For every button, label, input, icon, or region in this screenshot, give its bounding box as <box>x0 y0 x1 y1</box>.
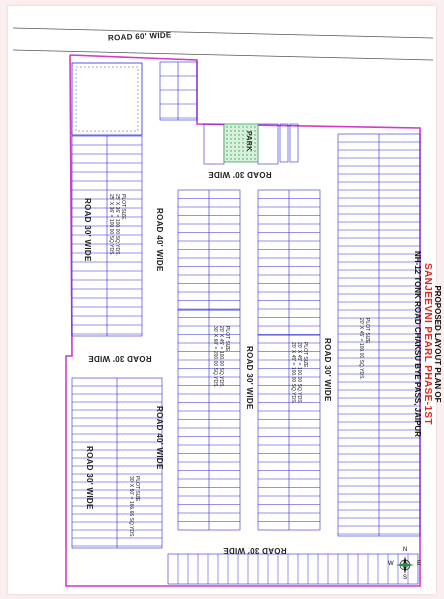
block-right <box>338 134 420 536</box>
park-dot <box>226 126 227 127</box>
road-label-center: ROAD 30' WIDE <box>245 346 254 410</box>
park-dot <box>246 154 247 155</box>
park-dot <box>226 154 227 155</box>
park-dot <box>234 130 235 131</box>
park-dot <box>230 150 231 151</box>
park-dot <box>230 158 231 159</box>
compass-icon <box>388 547 422 581</box>
title-block <box>413 251 442 437</box>
park-dot <box>242 150 243 151</box>
park-dot <box>250 154 251 155</box>
plot-note-a: PLOT SIZE 25' X 36' = 100.00 SQ.YDS. 25' X 36' = 100.00 SQ.YDS. <box>108 194 126 256</box>
road-edge <box>13 28 433 38</box>
park-dot <box>230 126 231 127</box>
layout-sheet <box>8 6 442 594</box>
park-dot <box>238 142 239 143</box>
park-dot <box>238 154 239 155</box>
park-label: PARK <box>245 131 252 152</box>
road-label-mid-left: ROAD 30' WIDE <box>83 198 92 262</box>
park-dot <box>254 146 255 147</box>
park-dot <box>238 130 239 131</box>
park-dot <box>234 158 235 159</box>
park-dot <box>234 154 235 155</box>
park-dot <box>242 158 243 159</box>
park-dot <box>230 146 231 147</box>
park-dot <box>238 146 239 147</box>
park-dot <box>254 154 255 155</box>
park-dot <box>226 150 227 151</box>
road-label-bottom: ROAD 30' WIDE <box>223 546 287 555</box>
park-dot <box>250 126 251 127</box>
park-dot <box>238 150 239 151</box>
block-bottom-strip <box>168 554 418 584</box>
road-label-lower-left: ROAD 30' WIDE <box>85 446 94 510</box>
park-dot <box>234 134 235 135</box>
park-dot <box>254 134 255 135</box>
park-dot <box>242 134 243 135</box>
park-dot <box>238 158 239 159</box>
park-dot <box>238 134 239 135</box>
park-area <box>224 124 258 162</box>
road-label-lower-right: ROAD 40' WIDE <box>155 406 164 470</box>
plot-note-b: PLOT SIZE 20' X 45' = 100.00 SQ.YDS. 30' X 60' = 200.00 SQ.YDS. <box>212 326 230 388</box>
compass-n: N <box>403 547 408 553</box>
park-dot <box>246 126 247 127</box>
park-dot <box>230 134 231 135</box>
plot-note-e: PLOT SIZE 30' X 50' = 166.66 SQ.YDS. <box>128 476 140 538</box>
block-center-b <box>258 190 320 335</box>
park-dot <box>230 154 231 155</box>
park-dot <box>254 126 255 127</box>
title-line-3: NH-12 TONK ROAD CHAKSU BYE PASS, JAIPUR <box>413 251 422 437</box>
block-center-lower-b <box>258 335 320 530</box>
title-line-1: PROPOSED LAYOUT PLAN OF <box>433 285 442 403</box>
park-dot <box>226 138 227 139</box>
park-dot <box>226 130 227 131</box>
park-dot <box>230 130 231 131</box>
compass-w: W <box>388 561 394 567</box>
park-dot <box>226 134 227 135</box>
road-label-middle: ROAD 30' WIDE <box>88 354 152 363</box>
compass-e: E <box>417 561 422 567</box>
park-dot <box>234 146 235 147</box>
park-dot <box>226 146 227 147</box>
park-dot <box>238 126 239 127</box>
compass-s: S <box>403 575 408 581</box>
park-dot <box>234 150 235 151</box>
park-dot <box>242 138 243 139</box>
park-dot <box>234 142 235 143</box>
park-dot <box>242 146 243 147</box>
layout-plan <box>8 6 436 594</box>
road-label-park: ROAD 30' WIDE <box>208 170 272 179</box>
plot-note-c: PLOT SIZE 20' X 45' = 100.00 SQ.YDS. 20' X 45' = 100.00 SQ.YDS. <box>290 342 308 404</box>
park-dot <box>230 138 231 139</box>
park-dot <box>234 126 235 127</box>
park-dot <box>226 158 227 159</box>
park-dot <box>254 150 255 151</box>
park-dot <box>226 142 227 143</box>
park-dot <box>246 158 247 159</box>
park-dot <box>242 130 243 131</box>
large-plot <box>72 63 142 135</box>
park-dot <box>242 142 243 143</box>
road-label-center-a: ROAD 30' WIDE <box>323 338 332 402</box>
park-dot <box>242 126 243 127</box>
park-dot <box>230 142 231 143</box>
road-label-mid-right: ROAD 40' WIDE <box>155 208 164 272</box>
park-dot <box>250 158 251 159</box>
title-line-2: SANJEEVNI PEARL PHASE-1ST <box>422 262 433 426</box>
park-dot <box>238 138 239 139</box>
road-label-top: ROAD 60' WIDE <box>107 30 172 43</box>
park-dot <box>254 142 255 143</box>
park-dot <box>254 158 255 159</box>
park-dot <box>234 138 235 139</box>
park-dot <box>242 154 243 155</box>
large-plot-inner <box>76 67 138 131</box>
park-dot <box>254 138 255 139</box>
park-dot <box>254 130 255 131</box>
plot-note-d: PLOT SIZE 20' X 45' = 100.00 SQ.YDS. <box>358 318 370 380</box>
